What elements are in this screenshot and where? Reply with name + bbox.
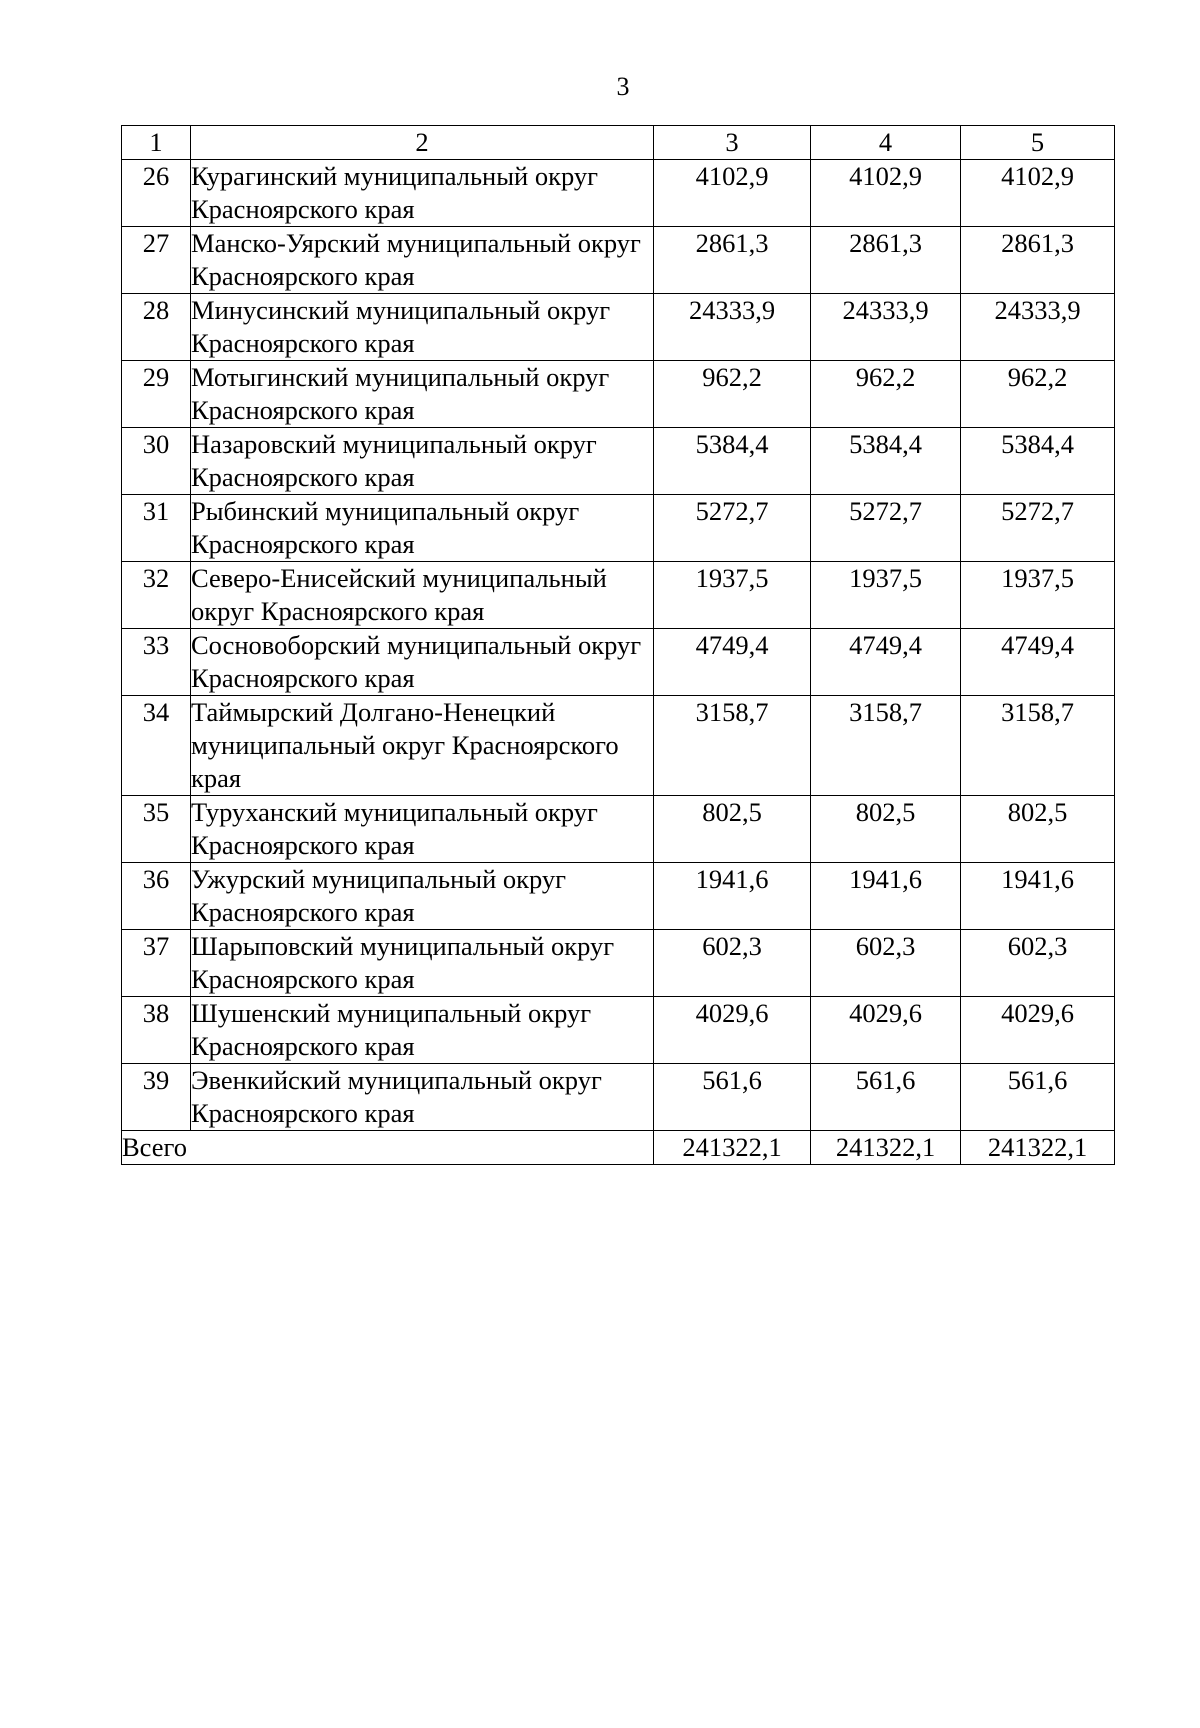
value-cell: 4749,4: [811, 629, 961, 696]
value-cell: 602,3: [811, 930, 961, 997]
table-row: [122, 796, 1115, 863]
municipality-name: Манско-Уярский муниципальный округ Красноярского края: [191, 227, 654, 294]
municipality-name: Шушенский муниципальный округ Красноярского края: [191, 997, 654, 1064]
value-cell: 2861,3: [654, 227, 811, 294]
value-cell: 1937,5: [654, 562, 811, 629]
value-cell: 962,2: [961, 361, 1115, 428]
page-number: 3: [616, 72, 630, 101]
row-number: 28: [122, 294, 191, 361]
row-number: 39: [122, 1064, 191, 1131]
table-row: [122, 997, 1115, 1064]
value-cell: 4029,6: [654, 997, 811, 1064]
total-value: 241322,1: [811, 1131, 961, 1165]
row-number: 38: [122, 997, 191, 1064]
column-header: 3: [654, 126, 811, 160]
value-cell: 602,3: [654, 930, 811, 997]
municipality-name: Рыбинский муниципальный округ Красноярского края: [191, 495, 654, 562]
table-row: [122, 863, 1115, 930]
total-value: 241322,1: [654, 1131, 811, 1165]
table-row: [122, 562, 1115, 629]
row-number: 29: [122, 361, 191, 428]
value-cell: 1941,6: [961, 863, 1115, 930]
municipality-name: Северо-Енисейский муниципальный округ Красноярского края: [191, 562, 654, 629]
value-cell: 602,3: [961, 930, 1115, 997]
value-cell: 561,6: [811, 1064, 961, 1131]
municipality-name: Эвенкийский муниципальный округ Красноярского края: [191, 1064, 654, 1131]
value-cell: 4102,9: [811, 160, 961, 227]
row-number: 31: [122, 495, 191, 562]
data-table: [121, 125, 1115, 1165]
municipality-name: Туруханский муниципальный округ Красноярского края: [191, 796, 654, 863]
value-cell: 2861,3: [961, 227, 1115, 294]
value-cell: 4029,6: [961, 997, 1115, 1064]
row-number: 35: [122, 796, 191, 863]
value-cell: 1941,6: [654, 863, 811, 930]
value-cell: 5384,4: [654, 428, 811, 495]
value-cell: 5384,4: [961, 428, 1115, 495]
municipality-name: Минусинский муниципальный округ Красноярского края: [191, 294, 654, 361]
row-number: 27: [122, 227, 191, 294]
value-cell: 561,6: [961, 1064, 1115, 1131]
municipality-name: Ужурский муниципальный округ Красноярского края: [191, 863, 654, 930]
value-cell: 5272,7: [654, 495, 811, 562]
value-cell: 561,6: [654, 1064, 811, 1131]
column-header: 4: [811, 126, 961, 160]
row-number: 26: [122, 160, 191, 227]
value-cell: 1937,5: [961, 562, 1115, 629]
municipality-name: Шарыповский муниципальный округ Красноярского края: [191, 930, 654, 997]
value-cell: 962,2: [654, 361, 811, 428]
total-label: Всего: [122, 1131, 654, 1165]
table-row: [122, 629, 1115, 696]
value-cell: 4102,9: [961, 160, 1115, 227]
value-cell: 5384,4: [811, 428, 961, 495]
table-row: [122, 227, 1115, 294]
column-header: 5: [961, 126, 1115, 160]
table-body: [122, 126, 1115, 1165]
value-cell: 3158,7: [654, 696, 811, 796]
value-cell: 5272,7: [961, 495, 1115, 562]
value-cell: 4749,4: [654, 629, 811, 696]
table-row: [122, 160, 1115, 227]
value-cell: 1937,5: [811, 562, 961, 629]
table-row: [122, 294, 1115, 361]
value-cell: 24333,9: [654, 294, 811, 361]
row-number: 32: [122, 562, 191, 629]
value-cell: 802,5: [654, 796, 811, 863]
table-row: [122, 1064, 1115, 1131]
value-cell: 2861,3: [811, 227, 961, 294]
value-cell: 24333,9: [961, 294, 1115, 361]
value-cell: 802,5: [961, 796, 1115, 863]
municipality-name: Сосновоборский муниципальный округ Красноярского края: [191, 629, 654, 696]
municipality-name: Мотыгинский муниципальный округ Красноярского края: [191, 361, 654, 428]
table-row: [122, 930, 1115, 997]
total-row: [122, 1131, 1115, 1165]
value-cell: 1941,6: [811, 863, 961, 930]
column-header: 1: [122, 126, 191, 160]
row-number: 37: [122, 930, 191, 997]
row-number: 36: [122, 863, 191, 930]
value-cell: 4102,9: [654, 160, 811, 227]
table-row: [122, 428, 1115, 495]
table-header-row: [122, 126, 1115, 160]
value-cell: 802,5: [811, 796, 961, 863]
value-cell: 5272,7: [811, 495, 961, 562]
value-cell: 962,2: [811, 361, 961, 428]
value-cell: 3158,7: [961, 696, 1115, 796]
row-number: 34: [122, 696, 191, 796]
column-header: 2: [191, 126, 654, 160]
row-number: 33: [122, 629, 191, 696]
municipality-name: Курагинский муниципальный округ Красноярского края: [191, 160, 654, 227]
value-cell: 24333,9: [811, 294, 961, 361]
total-value: 241322,1: [961, 1131, 1115, 1165]
value-cell: 4749,4: [961, 629, 1115, 696]
table-row: [122, 696, 1115, 796]
municipality-name: Назаровский муниципальный округ Красноярского края: [191, 428, 654, 495]
value-cell: 3158,7: [811, 696, 961, 796]
value-cell: 4029,6: [811, 997, 961, 1064]
municipality-name: Таймырский Долгано-Ненецкий муниципальный округ Красноярского края: [191, 696, 654, 796]
row-number: 30: [122, 428, 191, 495]
table-row: [122, 495, 1115, 562]
table-row: [122, 361, 1115, 428]
